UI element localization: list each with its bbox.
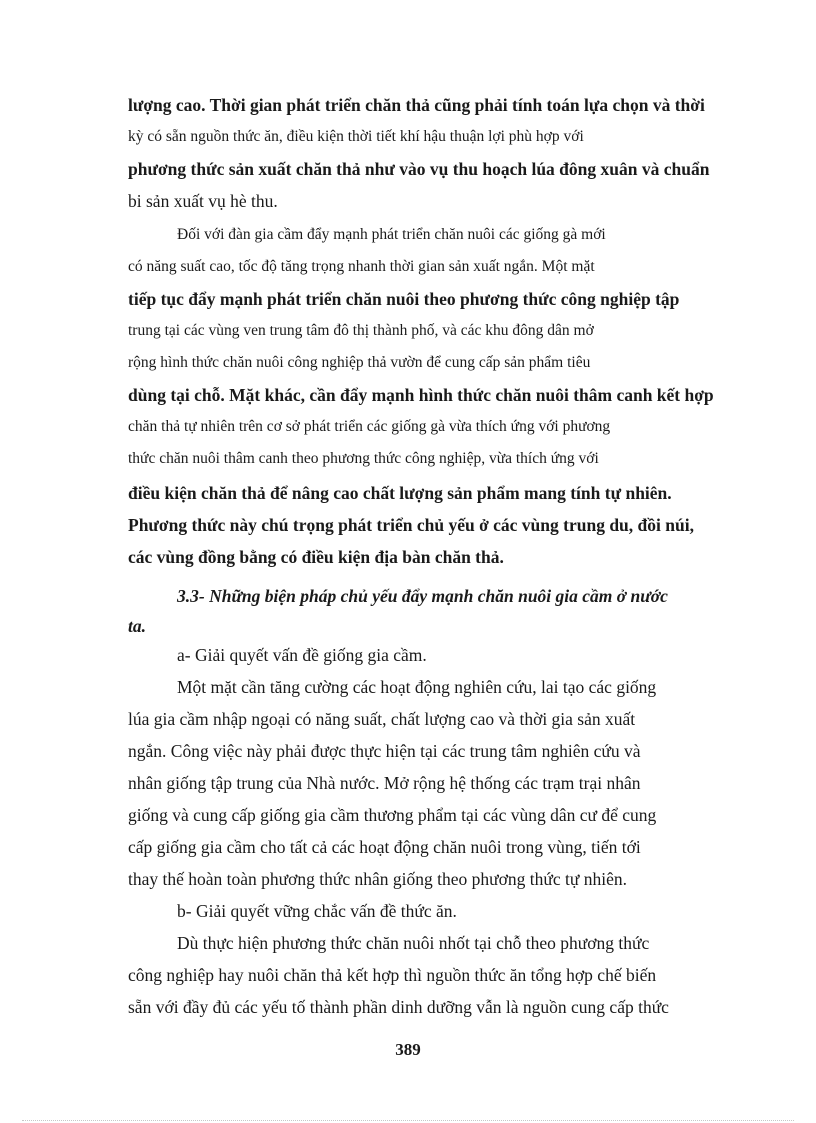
text-line: công nghiệp hay nuôi chăn thả kết hợp thì nguồn thức ăn tổng hợp chế biến <box>128 965 657 985</box>
text-line: lượng cao. Thời gian phát triển chăn thả cũng phải tính toán lựa chọn và thời <box>128 95 705 115</box>
text-line: Phương thức này chú trọng phát triển chủ yếu ở các vùng trung du, đồi núi, <box>128 515 694 535</box>
subsection-heading: a- Giải quyết vấn đề giống gia cầm. <box>177 645 427 665</box>
text-line: cấp giống gia cầm cho tất cả các hoạt động chăn nuôi trong vùng, tiến tới <box>128 837 641 857</box>
text-line: Dù thực hiện phương thức chăn nuôi nhốt tại chỗ theo phương thức <box>177 933 650 953</box>
text-line: bi sản xuất vụ hè thu. <box>128 191 278 211</box>
text-line: dùng tại chỗ. Mặt khác, cần đẩy mạnh hình thức chăn nuôi thâm canh kết hợp <box>128 385 714 405</box>
text-line: phương thức sản xuất chăn thả như vào vụ thu hoạch lúa đông xuân và chuẩn <box>128 159 710 179</box>
text-line: tiếp tục đẩy mạnh phát triển chăn nuôi theo phương thức công nghiệp tập <box>128 289 680 309</box>
text-line: điều kiện chăn thả để nâng cao chất lượng sản phẩm mang tính tự nhiên. <box>128 483 672 503</box>
text-line: nhân giống tập trung của Nhà nước. Mở rộng hệ thống các trạm trại nhân <box>128 773 641 793</box>
page-number: 389 <box>395 1040 421 1059</box>
text-line: Một mặt cần tăng cường các hoạt động nghiên cứu, lai tạo các giống <box>177 677 657 697</box>
text-line: kỳ có sẵn nguồn thức ăn, điều kiện thời tiết khí hậu thuận lợi phù hợp với <box>128 128 584 145</box>
text-line: lúa gia cầm nhập ngoại có năng suất, chất lượng cao và thời gia sản xuất <box>128 709 636 729</box>
text-line: chăn thả tự nhiên trên cơ sở phát triển các giống gà vừa thích ứng với phương <box>128 418 611 435</box>
section-heading: 3.3- Những biện pháp chủ yếu đẩy mạnh chăn nuôi gia cầm ở nước <box>177 586 668 606</box>
section-heading-continued: ta. <box>128 616 146 636</box>
subsection-heading: b- Giải quyết vững chắc vấn đề thức ăn. <box>177 901 457 921</box>
text-line: Đối với đàn gia cầm đẩy mạnh phát triển chăn nuôi các giống gà mới <box>177 226 606 243</box>
text-line: có năng suất cao, tốc độ tăng trọng nhanh thời gian sản xuất ngắn. Một mặt <box>128 258 595 275</box>
text-line: các vùng đồng bằng có điều kiện địa bàn chăn thả. <box>128 547 504 567</box>
text-line: sẵn với đầy đủ các yếu tố thành phần dinh dưỡng vẫn là nguồn cung cấp thức <box>128 997 669 1017</box>
page-bottom-divider <box>22 1120 794 1121</box>
text-line: thay thế hoàn toàn phương thức nhân giống theo phương thức tự nhiên. <box>128 869 627 889</box>
text-line: rộng hình thức chăn nuôi công nghiệp thả vườn để cung cấp sản phẩm tiêu <box>128 354 591 371</box>
text-line: trung tại các vùng ven trung tâm đô thị thành phố, và các khu đông dân mở <box>128 322 594 339</box>
text-line: ngắn. Công việc này phải được thực hiện tại các trung tâm nghiên cứu và <box>128 741 641 761</box>
text-line: giống và cung cấp giống gia cầm thương phẩm tại các vùng dân cư để cung <box>128 805 657 825</box>
text-line: thức chăn nuôi thâm canh theo phương thức công nghiệp, vừa thích ứng với <box>128 450 599 467</box>
